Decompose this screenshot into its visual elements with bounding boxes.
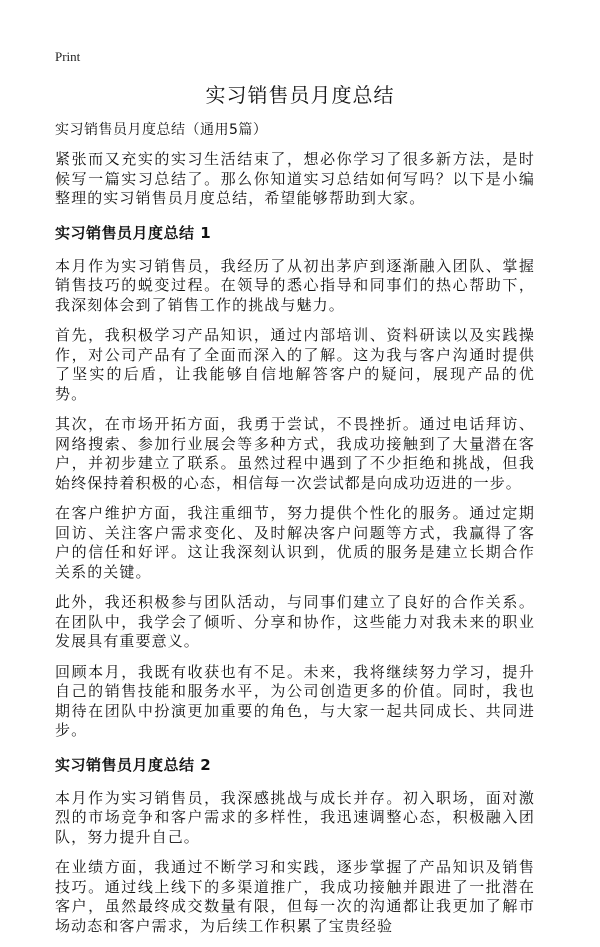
- section-paragraph: 本月作为实习销售员，我深感挑战与成长并存。初入职场，面对激烈的市场竞争和客户需求的多样性，我迅速调整心态，积极融入团队，努力提升自己。: [55, 788, 535, 846]
- section-1: [55, 223, 535, 741]
- section-paragraph: 本月作为实习销售员，我经历了从初出茅庐到逐渐融入团队、掌握销售技巧的蜕变过程。在领导的悉心指导和同事们的热心帮助下，我深刻体会到了销售工作的挑战与魅力。: [55, 256, 535, 314]
- section-paragraph: 其次，在市场开拓方面，我勇于尝试，不畏挫折。通过电话拜访、网络搜索、参加行业展会等多种方式，我成功接触到了大量潜在客户，并初步建立了联系。虽然过程中遇到了不少拒绝和挑战，但我始终保持着积极的心态，相信每一次尝试都是向成功迈进的一步。: [55, 415, 535, 492]
- section-paragraph: 回顾本月，我既有收获也有不足。未来，我将继续努力学习，提升自己的销售技能和服务水平，为公司创造更多的价值。同时，我也期待在团队中扮演更加重要的角色，与大家一起共同成长、共同进步。: [55, 662, 535, 739]
- print-link[interactable]: Print: [55, 49, 81, 64]
- section-paragraph: 在业绩方面，我通过不断学习和实践，逐步掌握了产品知识及销售技巧。通过线上线下的多渠道推广，我成功接触并跟进了一批潜在客户，虽然最终成交数量有限，但每一次的沟通都让我更加了解市场动态和客户需求，为后续工作积累了宝贵经验: [55, 858, 535, 935]
- document-title: 实习销售员月度总结: [205, 83, 395, 107]
- section-heading: 实习销售员月度总结 2: [55, 755, 212, 774]
- section-paragraph: 在客户维护方面，我注重细节，努力提供个性化的服务。通过定期回访、关注客户需求变化、及时解决客户问题等方式，我赢得了客户的信任和好评。这让我深刻认识到，优质的服务是建立长期合作关系的关键。: [55, 504, 535, 581]
- document-body: [55, 120, 535, 947]
- section-2: [55, 755, 535, 937]
- intro-paragraph: 紧张而又充实的实习生活结束了，想必你学习了很多新方法，是时候写一篇实习总结了。那么你知道实习总结如何写吗？以下是小编整理的实习销售员月度总结，希望能够帮助到大家。: [55, 150, 535, 207]
- section-heading: 实习销售员月度总结 1: [55, 223, 212, 242]
- section-paragraph: 首先，我积极学习产品知识，通过内部培训、资料研读以及实践操作，对公司产品有了全面而深入的了解。这为我与客户沟通时提供了坚实的后盾，让我能够自信地解答客户的疑问，展现产品的优势。: [55, 326, 535, 403]
- document-subtitle: 实习销售员月度总结（通用5篇）: [55, 122, 268, 138]
- section-paragraph: 此外，我还积极参与团队活动，与同事们建立了良好的合作关系。在团队中，我学会了倾听、分享和协作，这些能力对我未来的职业发展具有重要意义。: [55, 593, 535, 650]
